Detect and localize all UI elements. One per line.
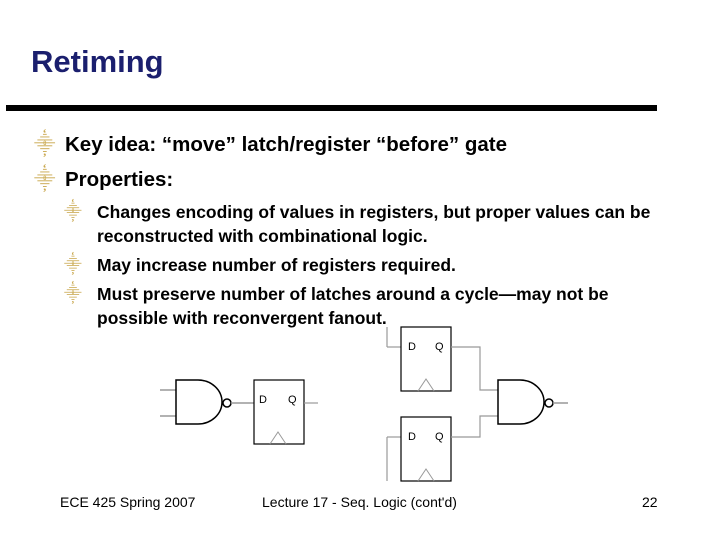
q-label: Q [435, 431, 444, 443]
right-register-bottom [387, 417, 451, 481]
bullet-icon: ⸎ [64, 284, 82, 303]
bullet-icon: ⸎ [64, 202, 82, 221]
q-label: Q [435, 341, 444, 353]
bullet-item: ⸎ Key idea: “move” latch/register “before” gate [34, 133, 508, 156]
q-label: Q [288, 394, 297, 406]
sub-bullet-item: ⸎ May increase number of registers required. [64, 255, 456, 275]
bullet-icon: ⸎ [34, 133, 56, 156]
footer-lecture: Lecture 17 - Seq. Logic (cont'd) [262, 494, 457, 510]
footer-page-number: 22 [642, 494, 658, 510]
left-register [254, 380, 318, 444]
bullet-icon: ⸎ [64, 255, 82, 274]
right-register-top [387, 327, 451, 391]
slide-title: Retiming [31, 44, 164, 79]
sub-bullet-item: ⸎ Must preserve number of latches around a cycle—may not be possible with reconvergent fanout. [64, 284, 609, 328]
d-label: D [259, 394, 267, 406]
sub-bullet-item: ⸎ Changes encoding of values in registers, but proper values can be reconstructed with combinational logic. [64, 202, 651, 246]
bullet-icon: ⸎ [34, 168, 56, 191]
d-label: D [408, 341, 416, 353]
left-nand-gate-icon [160, 380, 254, 424]
right-nand-gate-icon [498, 380, 568, 424]
footer-course: ECE 425 Spring 2007 [60, 494, 196, 510]
bullet-item: ⸎ Properties: [34, 168, 174, 191]
d-label: D [408, 431, 416, 443]
